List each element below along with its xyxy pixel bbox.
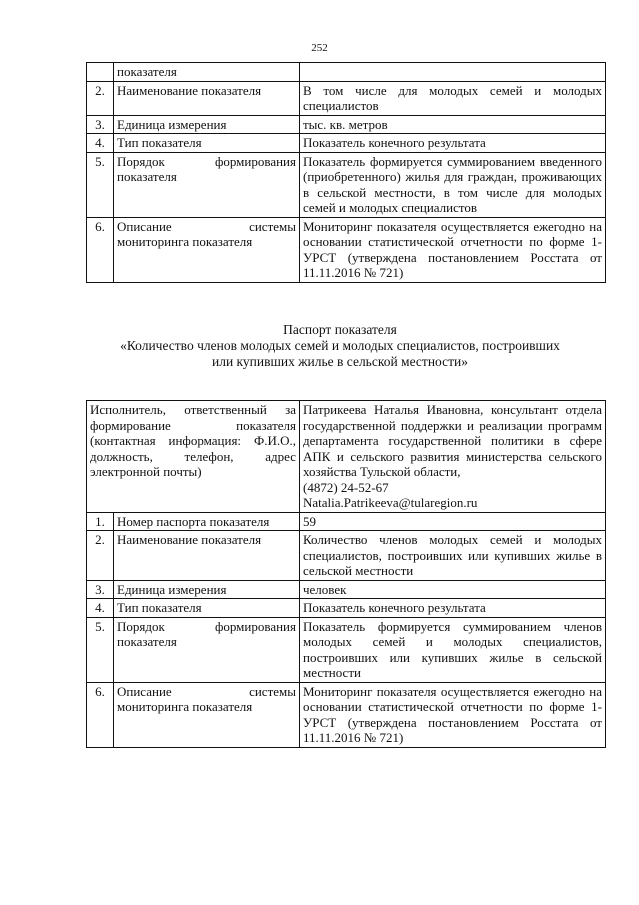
- row-value: 59: [300, 512, 606, 531]
- executor-row: [87, 401, 606, 513]
- row-name: Тип показателя: [114, 134, 300, 153]
- table-row: [87, 682, 606, 747]
- row-value: Мониторинг показателя осуществляется ежегодно на основании статистической отчетности по форме 1-УРСТ (утверждена постановлением Росстата от 11.11.2016 № 721): [300, 217, 606, 282]
- row-number: [87, 63, 114, 82]
- table-row: [87, 617, 606, 682]
- row-value: Мониторинг показателя осуществляется ежегодно на основании статистической отчетности по форме 1-УРСТ (утверждена постановлением Росстата от 11.11.2016 № 721): [300, 682, 606, 747]
- executor-email: Natalia.Patrikeeva@tularegion.ru: [303, 495, 478, 510]
- table-row: [87, 152, 606, 217]
- table-row: [87, 134, 606, 153]
- row-number: 1.: [87, 512, 114, 531]
- row-name: Тип показателя: [114, 599, 300, 618]
- passport-title-line: Паспорт показателя: [283, 322, 397, 337]
- row-value: Показатель конечного результата: [300, 134, 606, 153]
- row-value: Показатель конечного результата: [300, 599, 606, 618]
- row-value: [300, 63, 606, 82]
- table-row: [87, 81, 606, 115]
- row-value: Показатель формируется суммированием введенного (приобретенного) жилья для граждан, проживающих в сельской местности, в том числе для молодых семей и молодых специалистов: [300, 152, 606, 217]
- row-name: Описание системы мониторинга показателя: [114, 217, 300, 282]
- row-name: Единица измерения: [114, 115, 300, 134]
- passport-title: [60, 322, 620, 370]
- row-number: 6.: [87, 682, 114, 747]
- indicator-passport-table: [86, 400, 606, 748]
- row-number: 4.: [87, 599, 114, 618]
- row-number: 6.: [87, 217, 114, 282]
- row-number: 5.: [87, 152, 114, 217]
- row-name: Номер паспорта показателя: [114, 512, 300, 531]
- row-name: Единица измерения: [114, 580, 300, 599]
- row-number: 4.: [87, 134, 114, 153]
- passport-title-line: или купивших жилье в сельской местности»: [211, 354, 468, 369]
- row-value: В том числе для молодых семей и молодых специалистов: [300, 81, 606, 115]
- row-name: Наименование показателя: [114, 81, 300, 115]
- executor-phone: (4872) 24-52-67: [303, 479, 389, 495]
- row-number: 2.: [87, 531, 114, 581]
- executor-label: Исполнитель, ответственный за формирование показателя (контактная информация: Ф.И.О., должность, телефон, адрес электронной почты): [87, 401, 300, 513]
- row-name: Порядок формирования показателя: [114, 617, 300, 682]
- row-name: Наименование показателя: [114, 531, 300, 581]
- row-value: Количество членов молодых семей и молодых специалистов, построивших или купивших жилье в сельской местности: [300, 531, 606, 581]
- row-value: человек: [300, 580, 606, 599]
- table-row: [87, 217, 606, 282]
- row-value: тыс. кв. метров: [300, 115, 606, 134]
- table-row: [87, 580, 606, 599]
- row-number: 2.: [87, 81, 114, 115]
- page-number: 252: [311, 42, 328, 54]
- row-number: 3.: [87, 115, 114, 134]
- row-number: 3.: [87, 580, 114, 599]
- row-value: Показатель формируется суммированием членов молодых семей и молодых специалистов, построивших или купивших жилье в сельской местности: [300, 617, 606, 682]
- executor-info: [300, 401, 606, 513]
- table-row: [87, 63, 606, 82]
- table-row: [87, 531, 606, 581]
- indicator-table-continued: [86, 62, 606, 283]
- passport-title-line: «Количество членов молодых семей и молодых специалистов, построивших: [120, 338, 560, 353]
- row-name: Описание системы мониторинга показателя: [114, 682, 300, 747]
- row-name: показателя: [114, 63, 300, 82]
- row-name: Порядок формирования показателя: [114, 152, 300, 217]
- table-row: [87, 512, 606, 531]
- row-number: 5.: [87, 617, 114, 682]
- table-row: [87, 115, 606, 134]
- table-row: [87, 599, 606, 618]
- executor-name: Патрикеева Наталья Ивановна, консультант отдела государственной поддержки и реализации программ департамента государственной политики в сфере АПК и сельского развития министерства сельского хозяйства Тульской области,: [303, 402, 602, 479]
